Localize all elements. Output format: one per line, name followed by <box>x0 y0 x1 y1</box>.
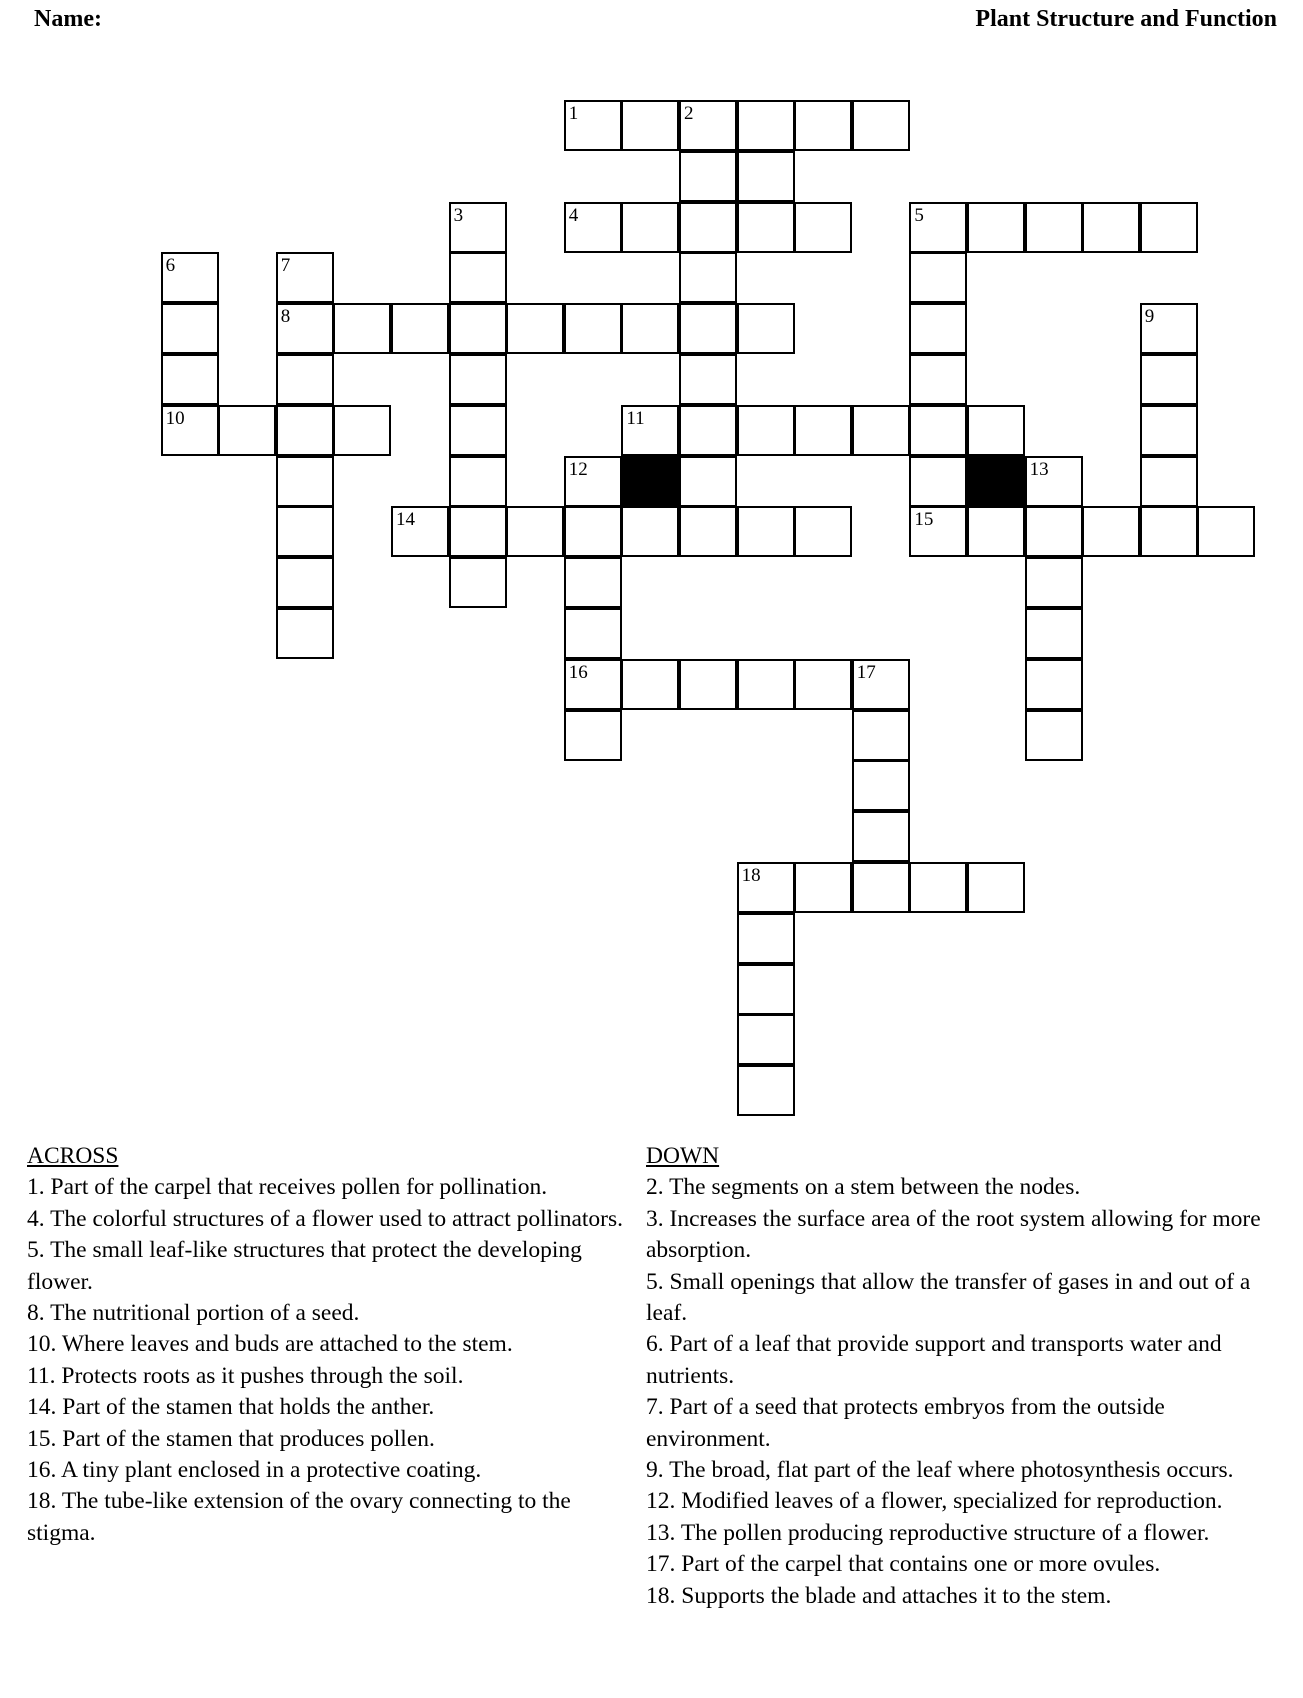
crossword-cell[interactable] <box>1197 506 1255 557</box>
clue-number: 4 <box>568 204 579 226</box>
crossword-cell[interactable] <box>679 405 737 456</box>
crossword-cell[interactable] <box>737 303 795 354</box>
across-clue: 8. The nutritional portion of a seed. <box>27 1300 360 1327</box>
crossword-cell[interactable] <box>909 202 967 253</box>
crossword-cell[interactable] <box>737 913 795 964</box>
crossword-cell[interactable] <box>621 303 679 354</box>
clue-number: 14 <box>396 509 415 531</box>
crossword-cell[interactable] <box>276 354 334 405</box>
crossword-cell[interactable] <box>1025 557 1083 608</box>
crossword-cell[interactable] <box>449 557 507 608</box>
crossword-cell[interactable] <box>852 710 910 761</box>
crossword-cell[interactable] <box>564 659 622 710</box>
crossword-cell[interactable] <box>564 100 622 151</box>
down-clue: 17. Part of the carpel that contains one or more ovules. <box>646 1551 1161 1578</box>
crossword-cell[interactable] <box>391 506 449 557</box>
down-clue-list <box>646 1172 1291 1612</box>
crossword-cell[interactable] <box>737 151 795 202</box>
down-clue: 7. Part of a seed that protects embryos from the outside environment. <box>646 1394 1165 1452</box>
crossword-cell[interactable] <box>1140 202 1198 253</box>
clue-number: 3 <box>453 204 464 226</box>
crossword-cell[interactable] <box>794 100 852 151</box>
crossword-cell[interactable] <box>161 252 219 303</box>
crossword-cell[interactable] <box>333 303 391 354</box>
crossword-cell[interactable] <box>218 405 276 456</box>
crossword-cell[interactable] <box>621 506 679 557</box>
crossword-cell[interactable] <box>909 862 967 913</box>
crossword-cell[interactable] <box>1140 456 1198 507</box>
clue-number: 13 <box>1029 458 1049 480</box>
crossword-cell[interactable] <box>967 202 1025 253</box>
crossword-cell[interactable] <box>967 862 1025 913</box>
crossword-cell[interactable] <box>1140 303 1198 354</box>
across-clue: 14. Part of the stamen that holds the anther. <box>27 1394 435 1421</box>
crossword-cell[interactable] <box>737 202 795 253</box>
crossword-cell[interactable] <box>1025 710 1083 761</box>
crossword-cell[interactable] <box>1082 506 1140 557</box>
clue-number: 12 <box>568 458 588 480</box>
clue-number: 15 <box>914 509 934 531</box>
crossword-cell[interactable] <box>564 608 622 659</box>
crossword-cell[interactable] <box>679 252 737 303</box>
crossword-cell[interactable] <box>909 405 967 456</box>
clue-number: 7 <box>280 255 291 277</box>
crossword-cell[interactable] <box>909 456 967 507</box>
crossword-cell[interactable] <box>1025 506 1083 557</box>
crossword-cell[interactable] <box>794 659 852 710</box>
clue-number: 5 <box>914 204 924 226</box>
across-heading: ACROSS <box>27 1143 119 1169</box>
clue-number: 1 <box>568 103 579 124</box>
across-clue: 5. The small leaf-like structures that protect the developing flower. <box>27 1237 582 1295</box>
crossword-cell[interactable] <box>276 557 334 608</box>
crossword-cell[interactable] <box>564 506 622 557</box>
crossword-cell[interactable] <box>1025 608 1083 659</box>
crossword-cell[interactable] <box>1140 405 1198 456</box>
crossword-cell[interactable] <box>794 202 852 253</box>
crossword-cell[interactable] <box>737 1014 795 1065</box>
crossword-cell[interactable] <box>909 354 967 405</box>
crossword-cell[interactable] <box>1025 659 1083 710</box>
crossword-cell[interactable] <box>161 354 219 405</box>
crossword-cell[interactable] <box>794 405 852 456</box>
down-clue: 6. Part of a leaf that provide support and transports water and nutrients. <box>646 1331 1222 1389</box>
crossword-cell[interactable] <box>909 303 967 354</box>
crossword-cell[interactable] <box>564 557 622 608</box>
crossword-cell[interactable] <box>506 303 564 354</box>
crossword-cell[interactable] <box>679 202 737 253</box>
crossword-cell[interactable] <box>449 506 507 557</box>
crossword-cell[interactable] <box>679 659 737 710</box>
clue-number: 18 <box>741 865 761 886</box>
crossword-cell[interactable] <box>967 405 1025 456</box>
crossword-cell[interactable] <box>679 100 737 151</box>
crossword-cell[interactable] <box>737 659 795 710</box>
crossword-cell[interactable] <box>276 252 334 303</box>
crossword-cell[interactable] <box>967 506 1025 557</box>
crossword-cell[interactable] <box>852 659 910 710</box>
down-clues <box>646 1141 1291 1612</box>
clue-number: 11 <box>626 407 645 429</box>
crossword-cell[interactable] <box>161 303 219 354</box>
crossword-cell[interactable] <box>1140 506 1198 557</box>
down-clue: 5. Small openings that allow the transfer of gases in and out of a leaf. <box>646 1268 1251 1327</box>
crossword-cell[interactable] <box>852 100 910 151</box>
across-clue: 15. Part of the stamen that produces pollen. <box>27 1425 435 1452</box>
across-clue: 18. The tube-like extension of the ovary connecting to the stigma. <box>27 1488 571 1546</box>
crossword-cell[interactable] <box>449 456 507 507</box>
crossword-cell[interactable] <box>679 354 737 405</box>
crossword-cell[interactable] <box>276 608 334 659</box>
crossword-cell[interactable] <box>794 862 852 913</box>
down-heading: DOWN <box>646 1143 720 1169</box>
crossword-cell[interactable] <box>276 506 334 557</box>
crossword-cell[interactable] <box>449 303 507 354</box>
crossword-cell[interactable] <box>1025 202 1083 253</box>
crossword-cell[interactable] <box>449 354 507 405</box>
down-clue: 9. The broad, flat part of the leaf where photosynthesis occurs. <box>646 1457 1234 1484</box>
clue-number: 17 <box>856 661 876 683</box>
blocked-cell <box>621 456 679 507</box>
crossword-cell[interactable] <box>737 1065 795 1116</box>
crossword-cell[interactable] <box>333 405 391 456</box>
crossword-cell[interactable] <box>852 811 910 862</box>
crossword-cell[interactable] <box>679 303 737 354</box>
crossword-cell[interactable] <box>737 100 795 151</box>
crossword-cell[interactable] <box>679 506 737 557</box>
crossword-cell[interactable] <box>679 456 737 507</box>
crossword-cell[interactable] <box>276 303 334 354</box>
down-clue: 12. Modified leaves of a flower, specialized for reproduction. <box>646 1488 1223 1515</box>
clue-number: 10 <box>165 407 185 429</box>
crossword-cell[interactable] <box>564 303 622 354</box>
crossword-cell[interactable] <box>564 202 622 253</box>
crossword-cell[interactable] <box>161 405 219 456</box>
crossword-cell[interactable] <box>852 760 910 811</box>
across-clue: 16. A tiny plant enclosed in a protective coating. <box>27 1457 482 1484</box>
crossword-cell[interactable] <box>737 405 795 456</box>
down-clue: 3. Increases the surface area of the root system allowing for more absorption. <box>646 1205 1261 1264</box>
crossword-cell[interactable] <box>506 506 564 557</box>
crossword-cell[interactable] <box>449 405 507 456</box>
crossword-cell[interactable] <box>737 964 795 1015</box>
clue-number: 8 <box>280 306 291 328</box>
crossword-cell[interactable] <box>621 202 679 253</box>
crossword-cell[interactable] <box>621 405 679 456</box>
crossword-cell[interactable] <box>679 151 737 202</box>
crossword-cell[interactable] <box>737 862 795 913</box>
crossword-cell[interactable] <box>1025 456 1083 507</box>
crossword-cell[interactable] <box>621 100 679 151</box>
across-clue: 1. Part of the carpel that receives pollen for pollination. <box>27 1174 548 1201</box>
crossword-cell[interactable] <box>852 862 910 913</box>
across-clues <box>27 1141 627 1549</box>
across-clue-list <box>27 1172 627 1549</box>
crossword-cell[interactable] <box>449 252 507 303</box>
crossword-cell[interactable] <box>794 506 852 557</box>
crossword-cell[interactable] <box>391 303 449 354</box>
crossword-cell[interactable] <box>909 506 967 557</box>
crossword-cell[interactable] <box>564 710 622 761</box>
across-clue: 11. Protects roots as it pushes through the soil. <box>27 1362 464 1389</box>
crossword-cell[interactable] <box>737 506 795 557</box>
crossword-cell[interactable] <box>449 202 507 253</box>
crossword-cell[interactable] <box>852 405 910 456</box>
crossword-cell[interactable] <box>564 456 622 507</box>
clue-number: 16 <box>568 661 588 683</box>
across-clue: 4. The colorful structures of a flower used to attract pollinators. <box>27 1205 624 1232</box>
down-clue: 18. Supports the blade and attaches it to the stem. <box>646 1582 1112 1609</box>
clue-number: 6 <box>165 255 176 277</box>
crossword-cell[interactable] <box>276 456 334 507</box>
crossword-cell[interactable] <box>909 252 967 303</box>
down-clue: 2. The segments on a stem between the nodes. <box>646 1174 1081 1201</box>
crossword-cell[interactable] <box>1140 354 1198 405</box>
page-title: Plant Structure and Function <box>975 6 1277 32</box>
crossword-cell[interactable] <box>1082 202 1140 253</box>
crossword-cell[interactable] <box>621 659 679 710</box>
name-label: Name: <box>34 6 102 32</box>
across-clue: 10. Where leaves and buds are attached to the stem. <box>27 1331 513 1358</box>
clue-number: 9 <box>1144 306 1155 328</box>
blocked-cell <box>967 456 1025 507</box>
clue-number: 2 <box>684 103 694 124</box>
down-clue: 13. The pollen producing reproductive structure of a flower. <box>646 1519 1210 1546</box>
crossword-cell[interactable] <box>276 405 334 456</box>
